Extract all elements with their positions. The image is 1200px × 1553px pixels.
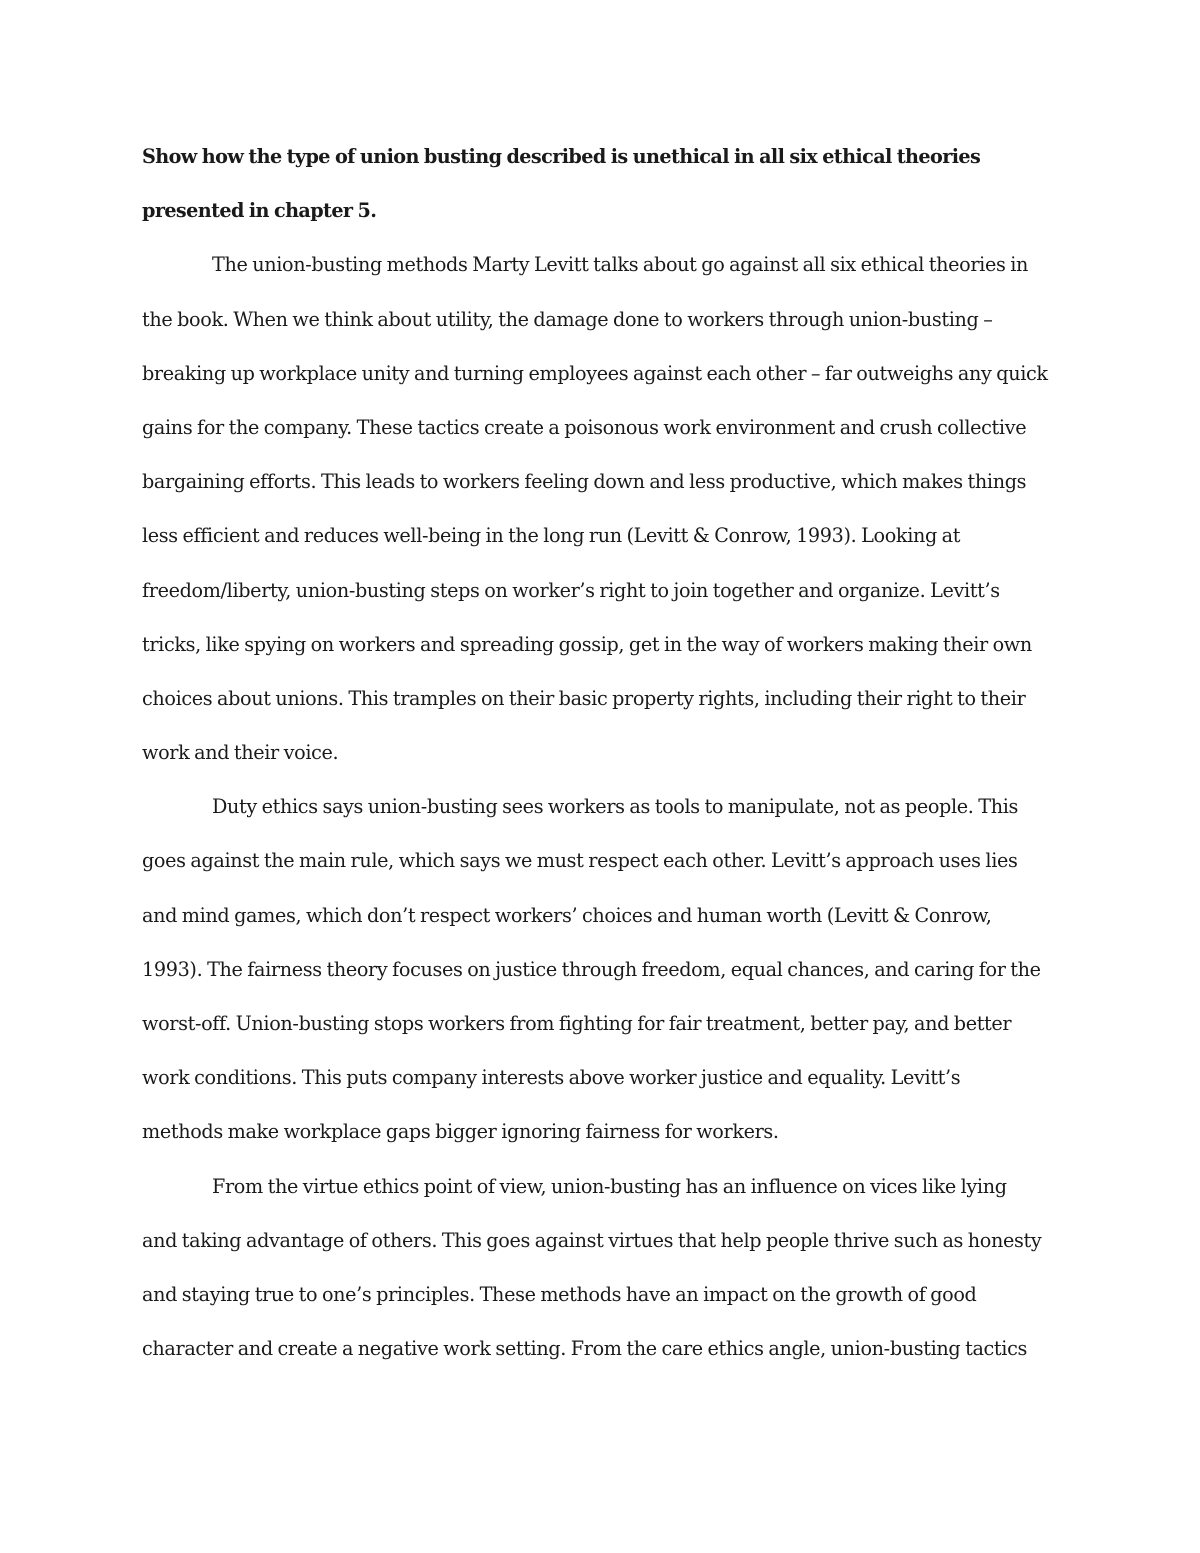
paragraph-line: gains for the company. These tactics create a poisonous work environment and crush collective [142, 415, 1027, 439]
paragraph-line: less efficient and reduces well-being in the long run (Levitt & Conrow, 1993). Looking at [142, 524, 961, 548]
paragraph-line: and mind games, which don’t respect workers’ choices and human worth (Levitt & Conrow, [142, 903, 992, 927]
paragraph-line: Duty ethics says union-busting sees workers as tools to manipulate, not as people. This [212, 795, 1018, 819]
paragraph-line: character and create a negative work setting. From the care ethics angle, union-busting tactics [142, 1337, 1027, 1361]
paragraph-line: and taking advantage of others. This goes against virtues that help people thrive such as honesty [142, 1228, 1042, 1252]
paragraph-line: worst-off. Union-busting stops workers from fighting for fair treatment, better pay, and better [142, 1012, 1012, 1035]
paragraph-line: From the virtue ethics point of view, union-busting has an influence on vices like lying [212, 1174, 1007, 1198]
heading-line: presented in chapter 5. [142, 199, 377, 223]
paragraph-line: work and their voice. [142, 741, 339, 765]
paragraph-line: bargaining efforts. This leads to workers feeling down and less productive, which makes things [142, 470, 1027, 494]
heading-line: Show how the type of union busting described is unethical in all six ethical theories [142, 145, 981, 168]
paragraph-line: and staying true to one’s principles. These methods have an impact on the growth of good [142, 1282, 977, 1306]
paragraph-line: breaking up workplace unity and turning employees against each other – far outweighs any quick [142, 361, 1048, 385]
paragraph-line: 1993). The fairness theory focuses on justice through freedom, equal chances, and caring for the [142, 957, 1041, 981]
paragraph-line: freedom/liberty, union-busting steps on worker’s right to join together and organize. Levitt’s [142, 578, 1000, 602]
paragraph-line: methods make workplace gaps bigger ignoring fairness for workers. [142, 1120, 779, 1144]
paragraph-line: tricks, like spying on workers and spreading gossip, get in the way of workers making their own [142, 632, 1032, 656]
paragraph-line: choices about unions. This tramples on their basic property rights, including their right to their [142, 686, 1026, 710]
paragraph-line: The union-busting methods Marty Levitt talks about go against all six ethical theories in [212, 253, 1028, 277]
paragraph-line: work conditions. This puts company interests above worker justice and equality. Levitt’s [142, 1066, 961, 1090]
document-body [142, 130, 1072, 1376]
paragraph-line: goes against the main rule, which says we must respect each other. Levitt’s approach uses lies [142, 849, 1018, 873]
paragraph-line: the book. When we think about utility, the damage done to workers through union-busting – [142, 307, 993, 331]
